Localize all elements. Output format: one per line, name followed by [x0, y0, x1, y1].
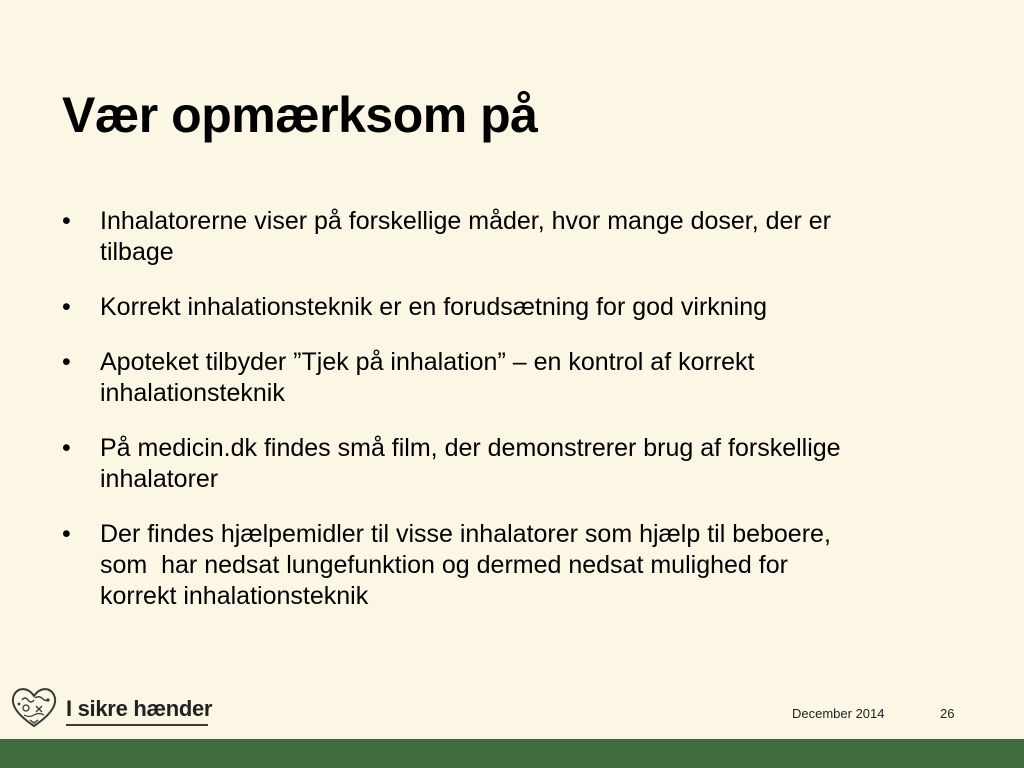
logo — [8, 684, 218, 730]
bullet-item — [62, 433, 962, 495]
bullet-item — [62, 347, 962, 409]
bullet-text: Korrekt inhalationsteknik er en forudsætning for god virkning — [100, 293, 768, 321]
page-number: 26 — [940, 706, 955, 721]
bullet-text: Apoteket tilbyder ”Tjek på inhalation” – en kontrol af korrekt inhalationsteknik — [100, 348, 755, 407]
bullet-marker: • — [62, 520, 71, 548]
heart-icon — [8, 684, 60, 730]
bullet-item — [62, 292, 962, 323]
logo-text: I sikre hænder — [66, 696, 213, 721]
bullet-item — [62, 519, 962, 612]
bullet-text: Inhalatorerne viser på forskellige måder, hvor mange doser, der er tilbage — [100, 207, 831, 266]
bullet-marker: • — [62, 434, 71, 462]
logo-underline — [66, 724, 208, 726]
bullet-marker: • — [62, 348, 71, 376]
bullet-text: På medicin.dk findes små film, der demonstrerer brug af forskellige inhalatorer — [100, 434, 841, 493]
bullet-item — [62, 206, 962, 268]
bottom-bar — [0, 739, 1024, 768]
bullet-list — [62, 206, 962, 636]
bullet-text: Der findes hjælpemidler til visse inhalatorer som hjælp til beboere, som har nedsat lungefunktion og dermed nedsat mulighed for korrekt inhalationsteknik — [100, 520, 831, 610]
bullet-marker: • — [62, 293, 71, 321]
footer-date: December 2014 — [792, 706, 885, 721]
slide-title: Vær opmærksom på — [62, 87, 538, 143]
bullet-marker: • — [62, 207, 71, 235]
